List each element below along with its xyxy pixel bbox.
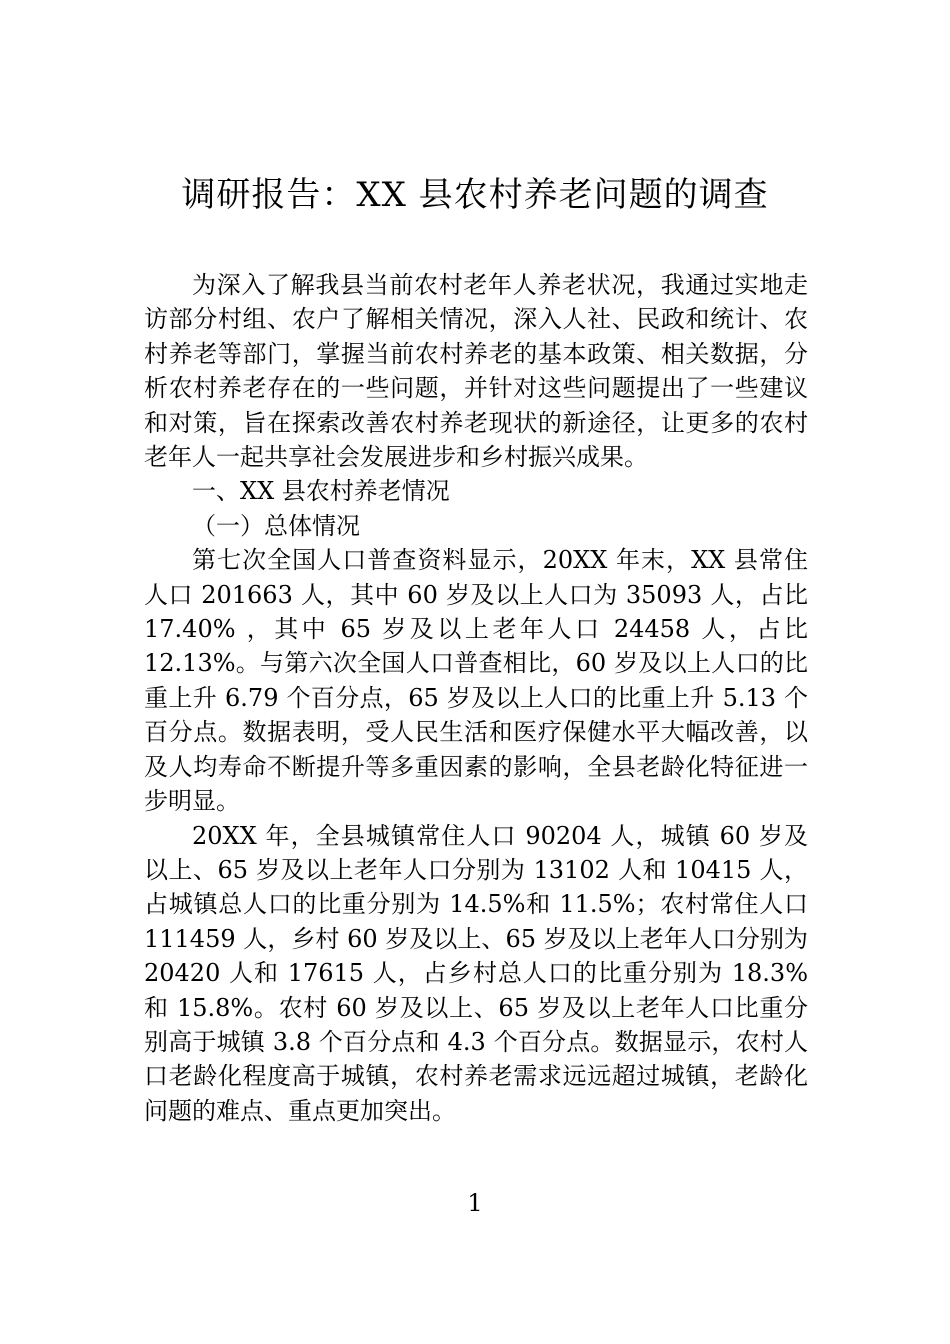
section-heading: 一、XX 县农村养老情况 (192, 477, 450, 506)
document-title: 调研报告：XX 县农村养老问题的调查 (181, 175, 769, 215)
document-body (144, 268, 808, 1128)
census-paragraph: 第七次全国人口普查资料显示，20XX 年末，XX 县常住人口 201663 人，其中 60 岁及以上人口为 35093 人，占比 17.40% ，其中 65 岁及以上老年人口 24458 人，占比 12.13%。与第六次全国人口普查相比，60 岁及以上人口的比重上升 6.79 个百分点，65 岁及以上人口的比重上升 5.13 个百分点。数据表明，受人民生活和医疗保健水平大幅改善，以及人均寿命不断提升等多重因素的影响，全县老龄化特征进一步明显。 (144, 546, 808, 816)
page-number: 1 (467, 1189, 483, 1217)
subsection-heading: （一）总体情况 (192, 511, 360, 540)
intro-paragraph: 为深入了解我县当前农村老年人养老状况，我通过实地走访部分村组、农户了解相关情况，深入人社、民政和统计、农村养老等部门，掌握当前农村养老的基本政策、相关数据，分析农村养老存在的一些问题，并针对这些问题提出了一些建议和对策，旨在探索改善农村养老现状的新途径，让更多的农村老年人一起共享社会发展进步和乡村振兴成果。 (144, 271, 808, 472)
urban-rural-paragraph: 20XX 年，全县城镇常住人口 90204 人，城镇 60 岁及以上、65 岁及以上老年人口分别为 13102 人和 10415 人，占城镇总人口的比重分别为 14.5%和 11.5%；农村常住人口 111459 人，乡村 60 岁及以上、65 岁及以上老年人口分别为 20420 人和 17615 人，占乡村总人口的比重分别为 18.3%和 15.8%。农村 60 岁及以上、65 岁及以上老年人口比重分别高于城镇 3.8 个百分点和 4.3 个百分点。数据显示，农村人口老龄化程度高于城镇，农村养老需求远远超过城镇，老龄化问题的难点、重点更加突出。 (144, 821, 808, 1125)
